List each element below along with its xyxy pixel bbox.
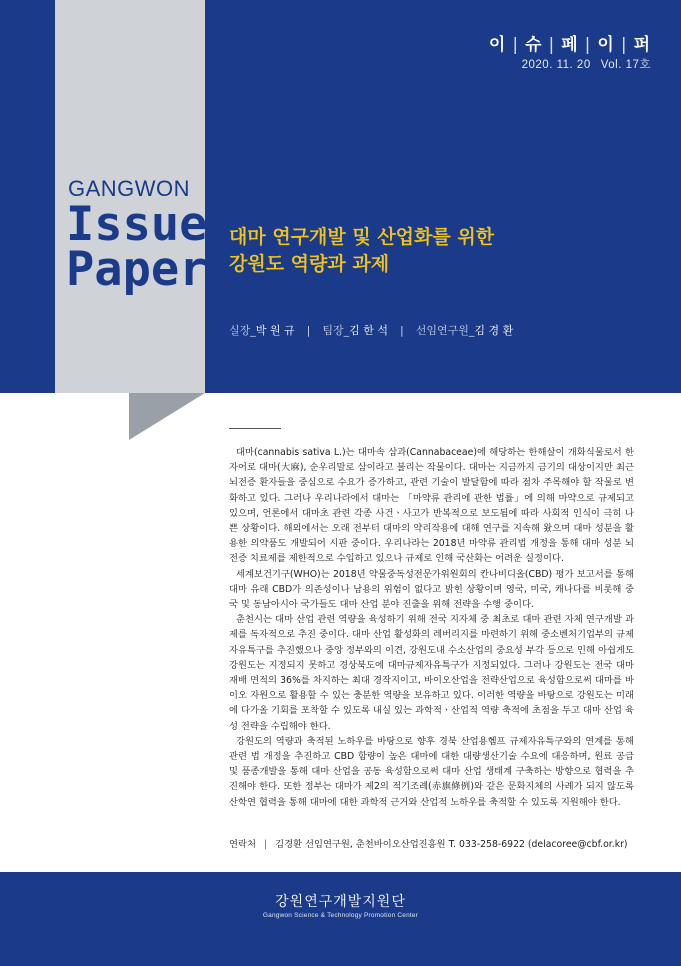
body-paragraph: 세계보건기구(WHO)는 2018년 약물중독성전문가위원회의 칸나비디올(CBD) 평가 보고서를 통해 대마 유래 CBD가 의존성이나 남용의 위험이 없다고 밝힌 상황이며 영국, 미국, 캐나다를 비롯해 중국 및 동남아시아 국가들도 대마 산업 분야 진출을 위해 전략을 수행 중이다. bbox=[229, 568, 634, 611]
author-list: 실장_박 원 규 | 팀장_김 한 석 | 선임연구원_김 경 환 bbox=[229, 324, 514, 337]
brand-gangwon: GANGWON bbox=[68, 176, 191, 201]
author-name: 박 원 규 bbox=[255, 324, 295, 337]
contact-line: 연락처 | 김경환 선임연구원, 춘천바이오산업진흥원 T. 033-258-6922 (delacoree@cbf.or.kr) bbox=[229, 839, 628, 850]
org-name-korean: 강원연구개발지원단 bbox=[275, 894, 406, 910]
body-paragraph: 춘천시는 대마 산업 관련 역량을 육성하기 위해 전국 지자체 중 최초로 대마 관련 자체 연구개발 과제를 독자적으로 추진 중이다. 대마 산업 활성화의 레버리지를 마련하기 위해 중소벤처기업부의 규제자유특구를 추진했으나 중앙 정부와의 이견, 강원도내 수소산업의 중요성 부각 등으로 인해 아쉽게도 강원도는 지정되지 못하고 경상북도에 대마규제자유특구가 지정되었다. 그러나 강원도는 전국 대마 재배 면적의 36%를 차지하는 최대 경작지이고, 바이오산업을 전략산업으로 육성함으로써 대마를 바이오 자원으로 활용할 수 있는 충분한 역량을 보유하고 있다. 이러한 역량을 바탕으로 강원도는 미래에 다가올 기회를 포착할 수 있도록 내실 있는 과학적ㆍ산업적 역량 축적에 초점을 두고 대마 산업 육성 전략을 수립해야 한다. bbox=[229, 614, 634, 732]
contact-label: 연락처 bbox=[229, 839, 256, 850]
author-name: 김 경 환 bbox=[474, 324, 514, 337]
author-name: 김 한 석 bbox=[349, 324, 388, 337]
brand-paper: Paper bbox=[66, 242, 208, 297]
issue-volume: Vol. 17호 bbox=[600, 59, 651, 71]
body-paragraph: 대마(cannabis sativa L.)는 대마속 삼과(Cannabaceae)에 해당하는 한해살이 개화식물로서 한자어로 대마(大麻), 순우리말로 삼이라고 불리는 작물이다. 대마는 지금까지 금기의 대상이지만 최근 뇌전증 환자들을 중심으로 수요가 증가하고, 관련 기술이 발달함에 따라 점차 주목해야 할 작물로 변화하고 있다. 그러나 우리나라에서 대마는 「마약류 관리에 관한 법률」에 의해 마약으로 규제되고 있으며, 언론에서 대마초 관련 각종 사건ㆍ사고가 반복적으로 보도됨에 따라 사회적 인식이 극히 나쁜 상황이다. 해외에서는 오래 전부터 대마의 약리작용에 대해 연구를 지속해 왔으며 대마 성분을 활용한 의약품도 개발되어 시판 중이다. 우리나라는 2018년 마약류 관리법 개정을 통해 대마 성분 뇌전증 치료제를 제한적으로 수입하고 있으나 규제로 인해 국산화는 어려운 실정이다. bbox=[229, 447, 634, 565]
contact-text: 김경환 선임연구원, 춘천바이오산업진흥원 T. 033-258-6922 (delacoree@cbf.or.kr) bbox=[275, 839, 628, 850]
body-paragraph: 강원도의 역량과 축적된 노하우를 바탕으로 향후 경북 산업용헴프 규제자유특구와의 연계를 통해 관련 법 개정을 추진하고 CBD 함량이 높은 대마에 대한 대량생산기술 수요에 대응하며, 원료 공급 및 품종개발을 통해 대마 산업을 공동 육성함으로써 대마 산업 생태계 구축하는 방향으로 협력을 추진해야 한다. 또한 정부는 대마가 제2의 적기조례(赤旗條例)와 같은 문화지체의 사례가 되지 않도록 산학연 협력을 통해 대마에 대한 과학적 근거와 산업적 노하우를 축적할 수 있도록 지원해야 한다. bbox=[229, 735, 634, 808]
issue-date: 2020. 11. 20 Vol. 17호 bbox=[521, 59, 651, 71]
series-label: 이 | 슈 | 페 | 이 | 퍼 bbox=[488, 35, 651, 55]
page-fold-corner bbox=[129, 393, 205, 440]
summary-body bbox=[229, 445, 634, 810]
footer-band bbox=[0, 872, 681, 966]
paper-title-line-2: 강원도 역량과 과제 bbox=[229, 253, 390, 275]
paper-title-line-1: 대마 연구개발 및 산업화를 위한 bbox=[229, 226, 495, 248]
section-rule bbox=[229, 428, 281, 429]
paper-title bbox=[229, 224, 494, 278]
brand-issue: Issue bbox=[66, 197, 208, 252]
org-name-english: Gangwon Science & Technology Promotion Center bbox=[262, 912, 419, 919]
